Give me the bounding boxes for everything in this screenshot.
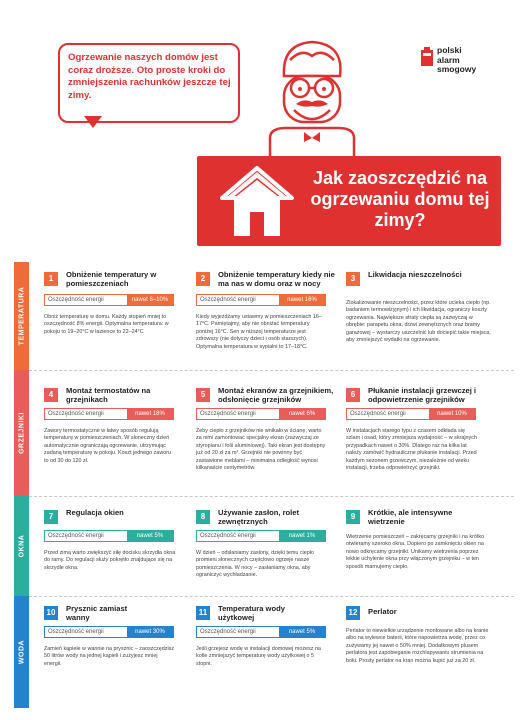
tip-title: Obniżenie temperatury kiedy nie ma nas w domu oraz w nocy: [218, 270, 335, 289]
tip-number: 9: [346, 510, 360, 524]
divider: [29, 370, 514, 371]
tip-number: 7: [44, 510, 58, 524]
saving-bar: Oszczędność energii nawet 18%: [44, 408, 174, 420]
tip-title: Regulacja okien: [66, 508, 124, 517]
logo-text: polski alarm smogowy: [437, 45, 477, 74]
tip-title: Likwidacja nieszczelności: [368, 270, 462, 279]
tip-title: Płukanie instalacji grzewczej i odpowietrzenie grzejników: [368, 386, 477, 405]
saving-bar: Oszczędność energii nawet 5%: [44, 530, 174, 542]
saving-bar: Oszczędność energii nawet 10%: [346, 408, 476, 420]
saving-bar: Oszczędność energii nawet 30%: [44, 626, 174, 638]
tip-body: Zlokalizowanie nieszczelności, przez które ucieka ciepło (np. badaniem termowizyjnym) i ich likwidacja, ograniczy koszty ogrzewania. Największe straty ciepła są zazwyczaj w obrębie: parapetu okna, drzwi zewnętrznych oraz bramy garażowej – wystarczy uszczelnić lub dociepić takie miejsca, aby zmniejszyć wydatki na ogrzewanie.: [346, 300, 491, 344]
man-with-glasses-icon: [262, 36, 362, 160]
tip-title: Prysznic zamiast wanny: [66, 604, 128, 623]
saving-bar: Oszczędność energii nawet 5%: [196, 626, 326, 638]
tip-body: W instalacjach starego typu z czasem odkłada się szlam i osad, który zmniejsza wydajność – w skrajnych przypadkach nawet o 30%. Dlatego raz na kilka lat należy zamówić hydrauliczne płukanie instalacji. Przed każdym sezonem grzewczym, niezależnie od wieku instalacji, trzeba odpowietrzyć grzejniki.: [346, 428, 477, 472]
tip-body: Zamień kąpiele w wannie na prysznic – zaoszczędzisz 50 litrów wody na jednej kąpieli i zużyjesz mniej energii.: [44, 646, 175, 667]
tip-body: Jeśli grzejesz wodę w instalacji domowej możesz na kotle zmniejszyć temperaturę wody użytkowej o 5 stopni.: [196, 646, 321, 667]
page-title: Jak zaoszczędzić na ogrzewaniu domu tej zimy?: [310, 168, 490, 230]
saving-bar: Oszczędność energii nawet 16%: [196, 294, 326, 306]
tip-title: Montaż termostatów na grzejnikach: [66, 386, 151, 405]
tip-number: 6: [346, 388, 360, 402]
tip-body: Zawory termostatyczne w łatwy sposób regulują temperaturę w pomieszczeniach. W słoneczny dzień automatycznie ograniczają ogrzewanie, utrzymując zadaną temperaturę w pokoju. Koszt jednego zaworu to od 30 do 120 zł.: [44, 428, 172, 464]
tip-number: 10: [44, 606, 58, 620]
section-temperatura: TEMPERATURA: [14, 262, 29, 370]
tip-body: Kiedy wyjeżdżamy ustawmy w pomieszczeniach 16–17°C. Pamiętajmy, aby nie obniżać temperatury poniżej 16°C. Sen w niższej temperaturze jest zdrowszy (nie dotyczy dzieci i osób starszych). Optymalna temperatura w sypialni to 17–18°C.: [196, 314, 322, 350]
section-okna: OKNA: [14, 496, 29, 596]
tip-title: Perlator: [368, 607, 397, 616]
tip-body: Żeby ciepło z grzejników nie wnikało w ścianę, warto za nimi zamontować specjalny ekran (zazwyczaj ze styropianu i folii aluminiowej). Taki ekran jest dostępny już od 20 zł za m². Grzejniki nie powinny być zastawione meblami – minimalna odległość wynosi kilkanaście centymetrów.: [196, 428, 326, 472]
saving-bar: Oszczędność energii nawet 6%: [196, 408, 326, 420]
tip-title: Obniżenie temperatury w pomieszczeniach: [66, 270, 157, 289]
tip-title: Montaż ekranów za grzejnikiem, odsłonięcie grzejników: [218, 386, 334, 405]
tip-title: Używanie zasłon, rolet zewnętrznych: [218, 508, 300, 527]
tip-title: Krótkie, ale intensywne wietrzenie: [368, 508, 453, 527]
tip-number: 2: [196, 272, 210, 286]
speech-text: Ogrzewanie naszych domów jest coraz droższe. Oto proste kroki do zmniejszenia rachunków jeszcze tej zimy.: [68, 52, 231, 101]
house-icon: [212, 158, 302, 244]
saving-bar: Oszczędność energii nawet 1%: [196, 530, 326, 542]
tip-number: 4: [44, 388, 58, 402]
tip-body: Obniż temperaturę w domu. Każdy stopień mniej to oszczędność 8% energii. Optymalna temperatura: w pokoju to 19–20°C w łazience to 22–24°C: [44, 314, 169, 335]
tip-title: Temperatura wody użytkowej: [218, 604, 285, 623]
tip-body: Przed zimą warto zwiększyć siłę docisku skrzydła okna do ramy. Do regulacji służy pokrętło znajdujące się na skrzydle okna.: [44, 550, 176, 571]
speech-bubble-tail: [84, 116, 102, 128]
tip-body: W dzień – odsłaniamy zasłony, dzięki temu ciepło promieni słonecznych częściowo ogrzeje nasze pomieszczenia. W nocy – zasłaniamy okna, aby ograniczyć wychładzanie.: [196, 550, 314, 579]
tip-number: 5: [196, 388, 210, 402]
tip-number: 12: [346, 606, 360, 620]
tip-number: 11: [196, 606, 210, 620]
tip-number: 3: [346, 272, 360, 286]
tip-number: 8: [196, 510, 210, 524]
tip-number: 1: [44, 272, 58, 286]
section-grzejniki: GRZEJNIKI: [14, 370, 29, 496]
divider: [29, 496, 514, 497]
tip-body: Wietrzenie pomieszczeń – zakręcamy grzejniki i na krótko otwieramy szeroko okna. Dopiero po zamknięciu okien na nowo odkręcamy grzejniki. Unikamy wietrzenia poprzez lekkie uchylenie okna przy włączonym grzejniku – w ten sposób marnujemy ciepło.: [346, 534, 485, 570]
tip-body: Perlator to niewielkie urządzenie montowane albo na kranie albo na wylewce baterii, które napowietrza wodę, przez co zużywamy jej nawet o 50% mniej. Dodatkowym plusem perlatora jest zapobieganie rozchlapywaniu strumienia na boki. Prosty perlator na kran można kupić już za 20 zł.: [346, 628, 489, 664]
section-woda: WODA: [14, 596, 29, 708]
divider: [29, 596, 514, 597]
saving-bar: Oszczędność energii nawet 8–10%: [44, 294, 174, 306]
